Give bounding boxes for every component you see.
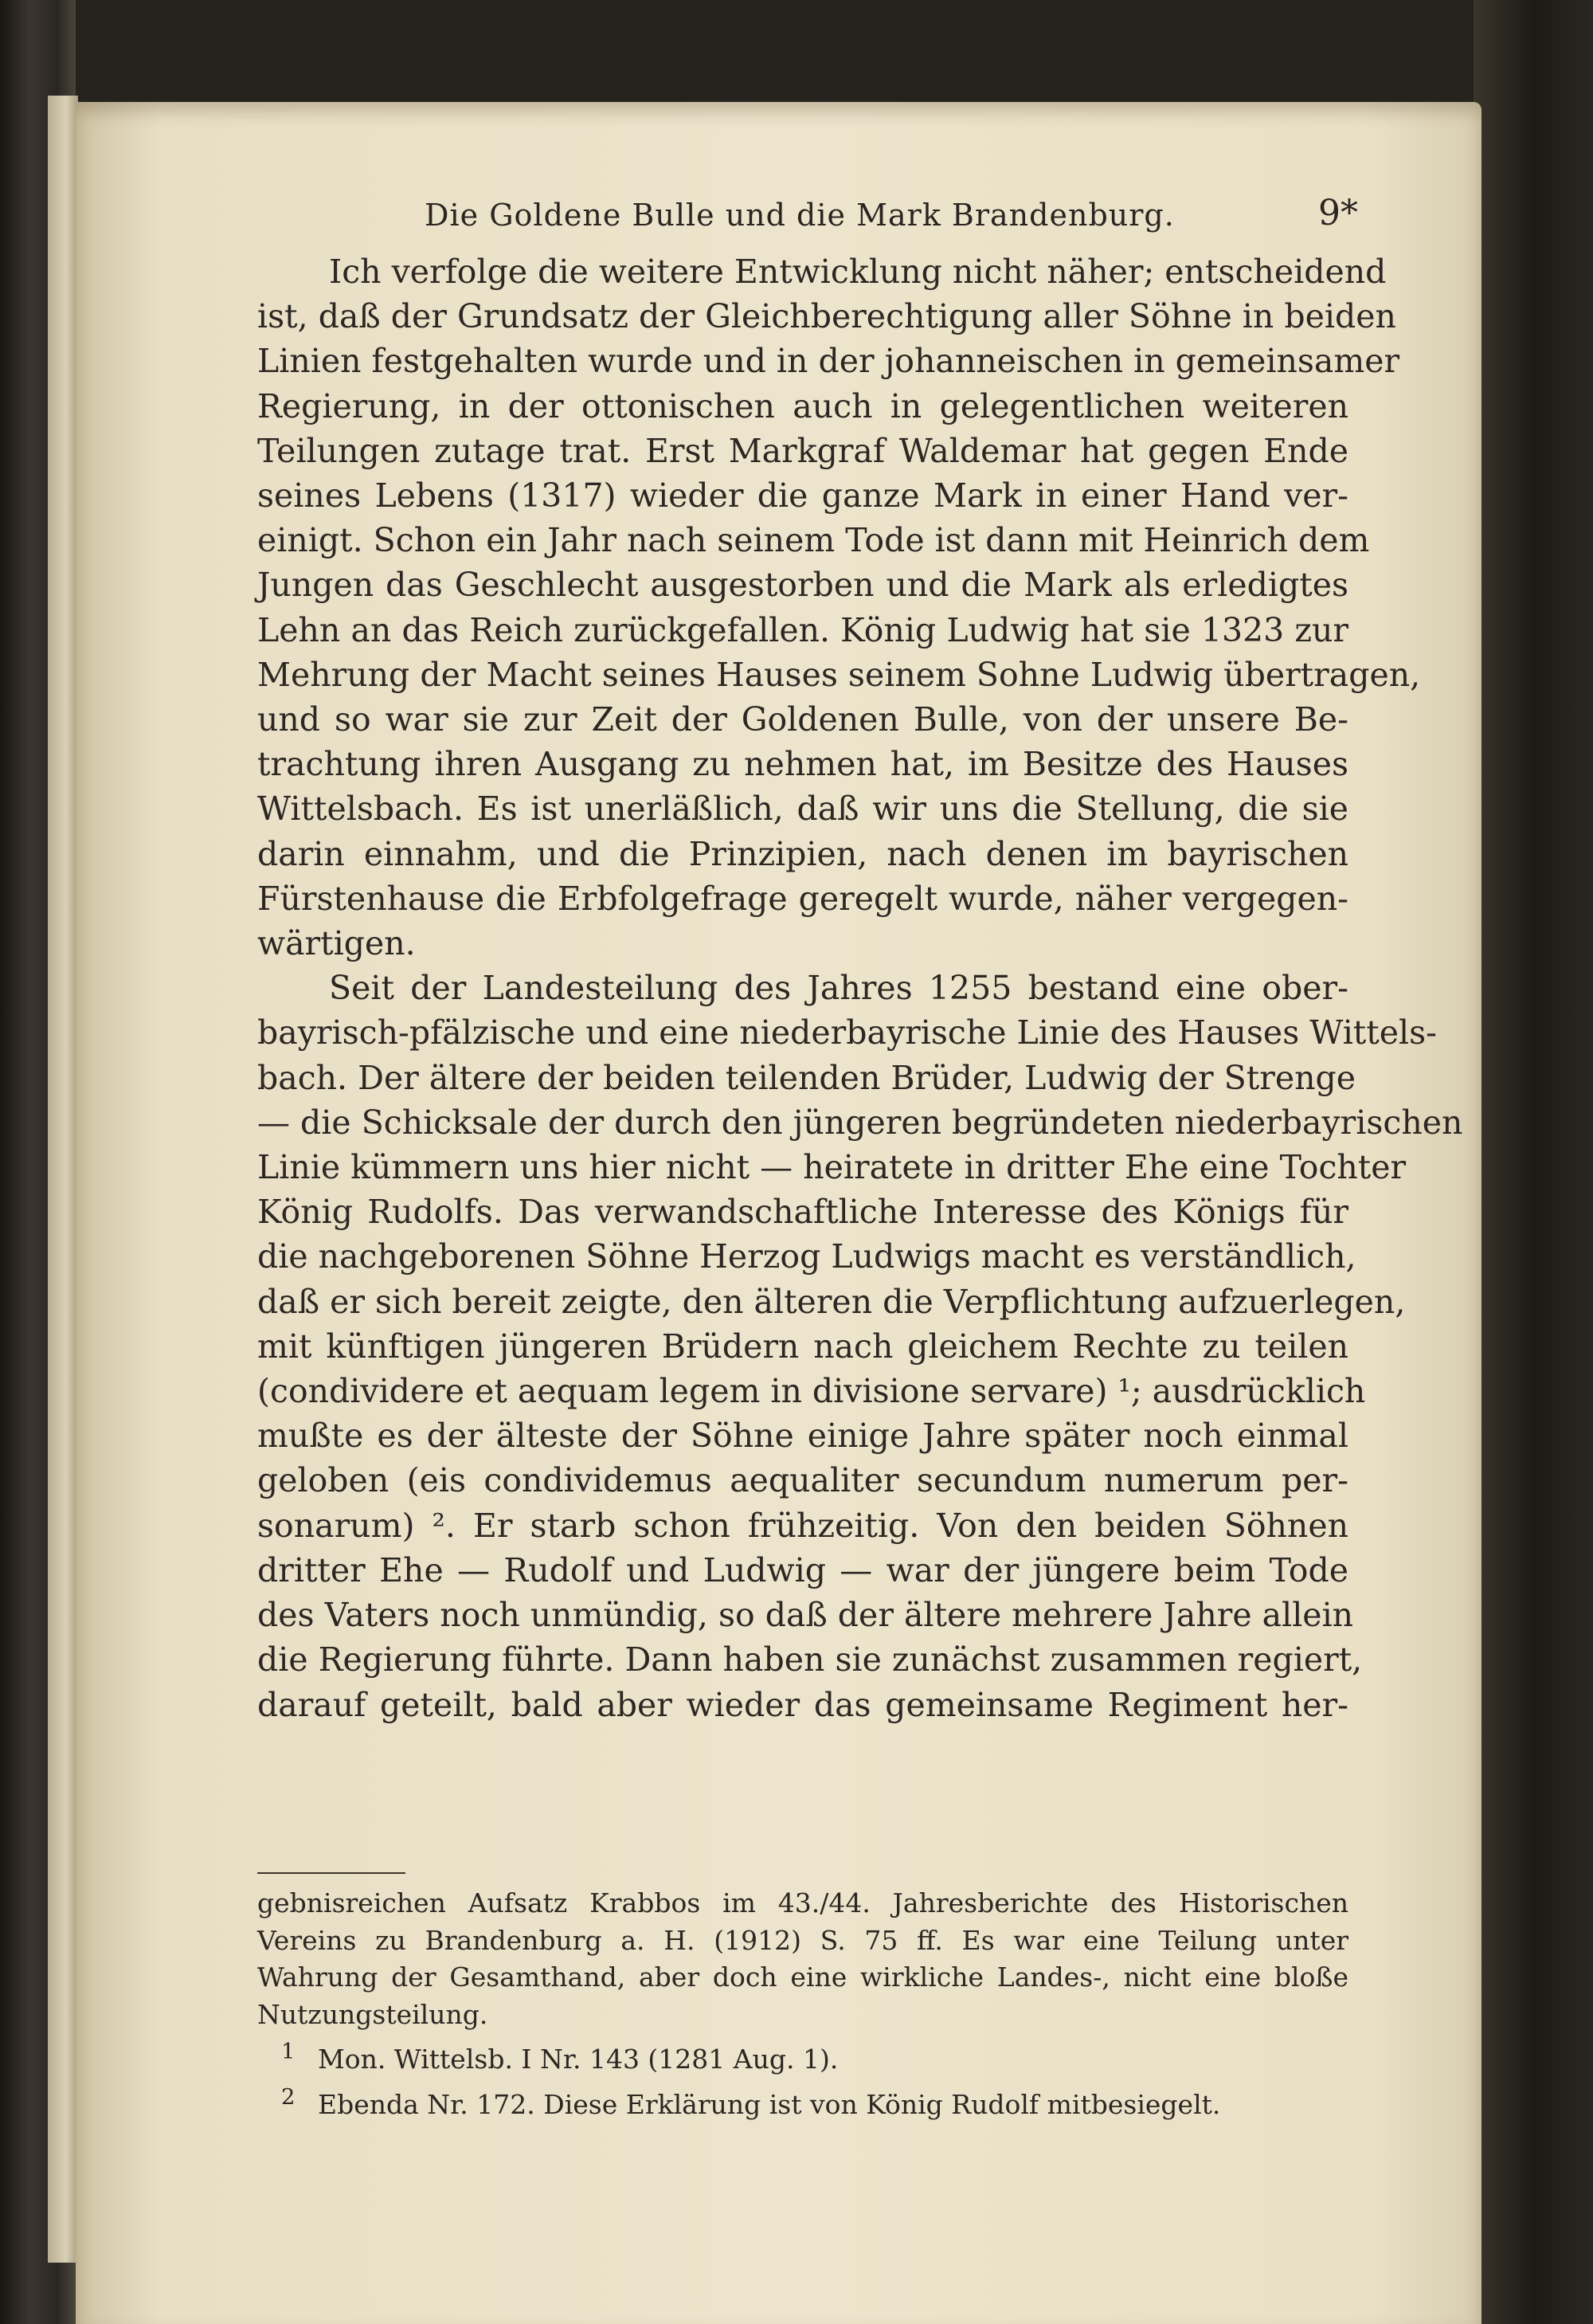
- text-line: Seit der Landesteilung des Jahres 1255 bestand eine ober-: [329, 969, 1348, 1008]
- text-line: die Regierung führte. Dann haben sie zunächst zusammen regiert,: [257, 1640, 1363, 1679]
- book-page: [76, 102, 1481, 2324]
- text-line: seines Lebens (1317) wieder die ganze Mark in einer Hand ver-: [257, 476, 1348, 515]
- text-line: und so war sie zur Zeit der Goldenen Bulle, von der unsere Be-: [257, 700, 1348, 739]
- text-line: mit künftigen jüngeren Brüdern nach gleichem Rechte zu teilen: [257, 1327, 1348, 1366]
- text-line: Linie kümmern uns hier nicht — heiratete in dritter Ehe eine Tochter: [257, 1148, 1407, 1187]
- text-line: Linien festgehalten wurde und in der johanneischen in gemeinsamer: [257, 342, 1400, 381]
- footnote-number: 1: [281, 2039, 296, 2064]
- page-header: [76, 193, 1481, 245]
- text-line: daß er sich bereit zeigte, den älteren die Verpflichtung aufzuerlegen,: [257, 1282, 1406, 1321]
- text-line: Jungen das Geschlecht ausgestorben und die Mark als erledigtes: [257, 566, 1348, 605]
- text-line: Fürstenhause die Erbfolgefrage geregelt wurde, näher vergegen-: [257, 879, 1348, 918]
- text-line: dritter Ehe — Rudolf und Ludwig — war der jüngere beim Tode: [257, 1550, 1348, 1589]
- text-line: darin einnahm, und die Prinzipien, nach denen im bayrischen: [257, 834, 1348, 873]
- footnote-1: [257, 2033, 1348, 2079]
- footnote-number: 2: [281, 2083, 296, 2110]
- footnotes: [257, 1885, 1348, 2123]
- text-line: — die Schicksale der durch den jüngeren begründeten niederbayrischen: [257, 1103, 1463, 1142]
- left-page-strip: [48, 96, 78, 2263]
- text-line: Mehrung der Macht seines Hauses seinem Sohne Ludwig übertragen,: [257, 655, 1421, 694]
- text-line: bach. Der ältere der beiden teilenden Brüder, Ludwig der Strenge: [257, 1058, 1356, 1097]
- text-line: Wittelsbach. Es ist unerläßlich, daß wir uns die Stellung, die sie: [257, 790, 1348, 829]
- footnote-continuation-line: Vereins zu Brandenburg a. H. (1912) S. 75 ff. Es war eine Teilung unter: [257, 1924, 1348, 1956]
- text-line: die nachgeborenen Söhne Herzog Ludwigs macht es verständlich,: [257, 1237, 1356, 1276]
- book-cover-right: [1474, 0, 1593, 2324]
- footnote-2: [257, 2079, 1348, 2124]
- text-line: bayrisch-pfälzische und eine niederbayrische Linie des Hauses Wittels-: [257, 1013, 1438, 1052]
- text-line: Lehn an das Reich zurückgefallen. König Ludwig hat sie 1323 zur: [257, 610, 1348, 649]
- text-line: einigt. Schon ein Jahr nach seinem Tode ist dann mit Heinrich dem: [257, 521, 1370, 560]
- text-line: ist, daß der Grundsatz der Gleichberechtigung aller Söhne in beiden: [257, 297, 1396, 336]
- text-line: (condividere et aequam legem in divisione servare) ¹; ausdrücklich: [257, 1372, 1366, 1411]
- footnote-continuation-line: Nutzungsteilung.: [257, 1998, 488, 2030]
- body-text: [257, 249, 1463, 1727]
- text-line: wärtigen.: [257, 924, 416, 963]
- footnote-continuation-line: Wahrung der Gesamthand, aber doch eine wirkliche Landes-, nicht eine bloße: [257, 1961, 1348, 1993]
- footnote-continuation-line: gebnisreichen Aufsatz Krabbos im 43./44. Jahresberichte des Historischen: [257, 1887, 1348, 1918]
- text-line: mußte es der älteste der Söhne einige Jahre später noch einmal: [257, 1417, 1348, 1456]
- text-line: sonarum) ². Er starb schon frühzeitig. Von den beiden Söhnen: [257, 1506, 1348, 1545]
- text-line: geloben (eis condividemus aequaliter secundum numerum per-: [257, 1461, 1348, 1500]
- page-number: 9*: [1318, 193, 1358, 233]
- footnote-text: Mon. Wittelsb. I Nr. 143 (1281 Aug. 1).: [318, 2044, 839, 2075]
- text-line: des Vaters noch unmündig, so daß der ältere mehrere Jahre allein: [257, 1596, 1354, 1635]
- running-title: Die Goldene Bulle und die Mark Brandenburg.: [425, 198, 1175, 233]
- text-line: König Rudolfs. Das verwandschaftliche Interesse des Königs für: [257, 1193, 1348, 1232]
- text-line: trachtung ihren Ausgang zu nehmen hat, im Besitze des Hauses: [257, 745, 1348, 784]
- footnote-text: Ebenda Nr. 172. Diese Erklärung ist von König Rudolf mitbesiegelt.: [318, 2088, 1221, 2120]
- text-line: Teilungen zutage trat. Erst Markgraf Waldemar hat gegen Ende: [257, 431, 1348, 470]
- footnote-separator: [257, 1872, 405, 1874]
- text-line: darauf geteilt, bald aber wieder das gemeinsame Regiment her-: [257, 1685, 1348, 1724]
- text-line: Regierung, in der ottonischen auch in gelegentlichen weiteren: [257, 386, 1348, 425]
- text-line: Ich verfolge die weitere Entwicklung nicht näher; entscheidend: [329, 253, 1387, 291]
